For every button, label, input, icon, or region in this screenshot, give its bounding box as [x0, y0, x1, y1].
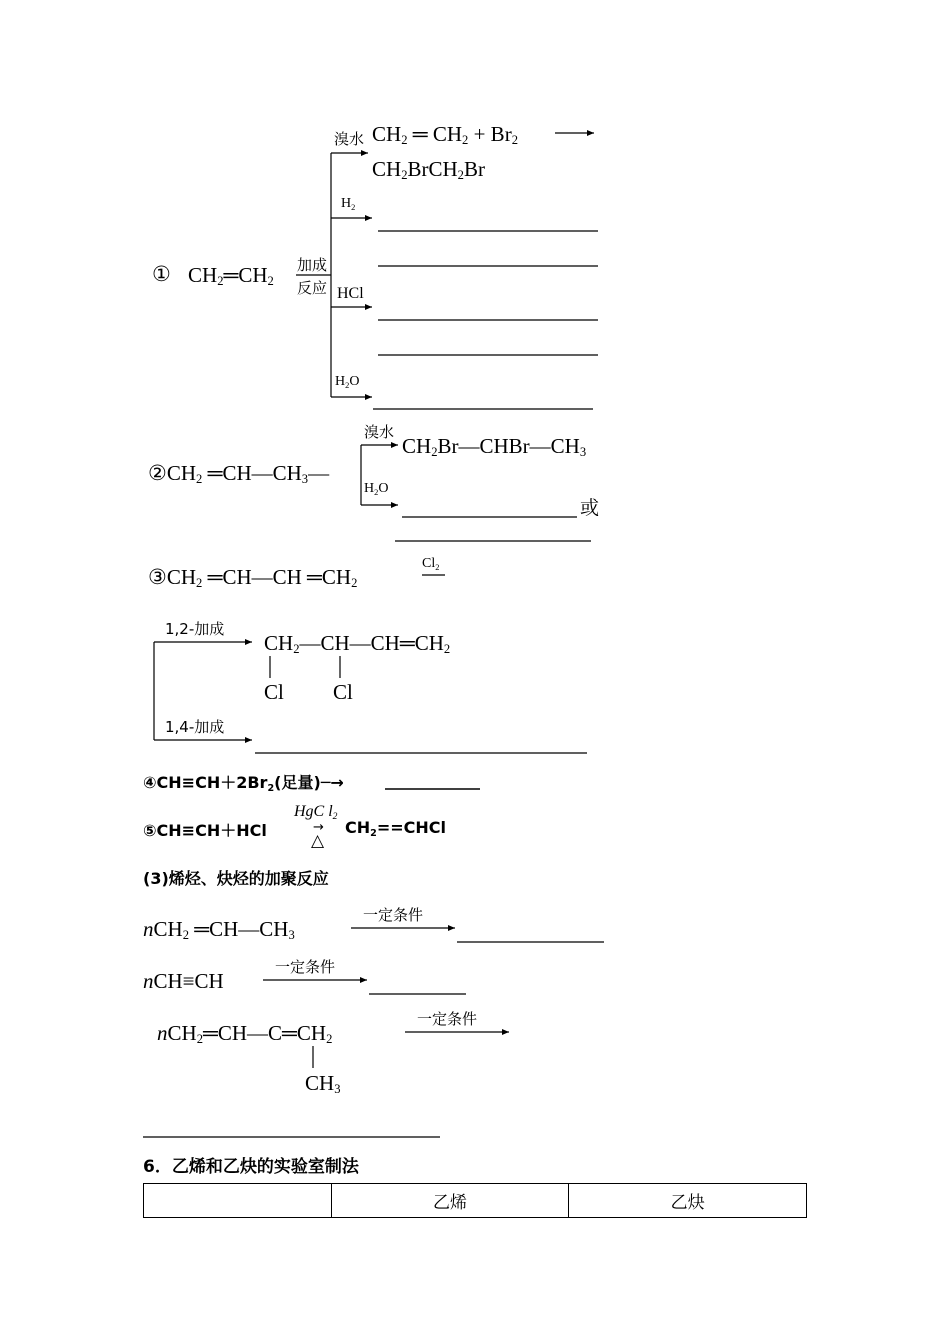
r2-bromine-label: 溴水	[364, 423, 395, 441]
r3-reagent: $Cl_2$	[422, 556, 440, 572]
r1-bromine-label: 溴水	[334, 130, 365, 148]
r1-h2-label: $H_2$	[341, 196, 356, 212]
poly3-condition: 一定条件	[417, 1010, 478, 1028]
table-header-blank	[144, 1184, 332, 1218]
r5-product: $CH_2==CHCl$	[345, 818, 446, 839]
r1-condition-bottom: 反应	[297, 279, 328, 297]
r3-product-12: $CH_2—CH—CH═CH_2$	[264, 631, 451, 656]
r1-index: ①	[152, 262, 171, 286]
r2-bromine-product: $CH_2Br—CHBr—CH_3$	[402, 434, 587, 459]
r5-catalyst: HgC $l_2$	[294, 803, 338, 822]
r4-equation: $④CH\equiv CH+2Br_2$(足量)─→	[143, 773, 344, 794]
poly3-reactant: $nCH_2═CH—C═CH_2$	[157, 1021, 333, 1046]
r1-bromine-product: $CH_2BrCH_2Br$	[372, 157, 485, 182]
r2-or-text: 或	[580, 497, 600, 519]
poly1-condition: 一定条件	[363, 906, 424, 924]
poly3-substituent: $CH_3$	[305, 1071, 341, 1096]
r3-label-14: 1,4-加成	[165, 718, 225, 736]
poly1-reactant: nCH$_2$ $═CH—CH_3$	[143, 917, 295, 942]
r2-h2o-label: $H_2O$	[364, 481, 389, 497]
section6-heading: 6．乙烯和乙炔的实验室制法	[143, 1157, 359, 1177]
table-header-acetylene: 乙炔	[569, 1184, 807, 1218]
r1-condition-top: 加成	[297, 256, 328, 274]
r3-label-12: 1,2-加成	[165, 620, 225, 638]
r1-bromine-equation: $CH_2$ ═ $CH_2 + Br_2$	[372, 122, 518, 147]
table-header-ethylene: 乙烯	[331, 1184, 569, 1218]
preparation-table	[143, 1183, 807, 1218]
r1-hcl-label: HCl	[337, 285, 364, 302]
r1-h2o-label: $H_2O$	[335, 374, 360, 390]
r2-reactant: $②CH_2$ $═CH—CH_3—$	[148, 461, 330, 486]
r3-cl-left: Cl	[264, 680, 284, 704]
table-row	[144, 1184, 807, 1218]
section3-heading: (3)烯烃、炔烃的加聚反应	[143, 869, 329, 888]
r3-cl-right: Cl	[333, 680, 353, 704]
r5-heat: △	[311, 831, 325, 851]
r5-arrow: →	[313, 820, 324, 835]
r5-left: ⑤CH≡CH＋HCl	[143, 821, 267, 840]
r1-reactant: $CH_2═CH_2$	[188, 263, 274, 288]
r3-reactant: $③CH_2$ ═CH—CH $═CH_2$	[148, 565, 358, 590]
poly2-reactant: nCH≡CH	[143, 969, 224, 993]
poly2-condition: 一定条件	[275, 958, 336, 976]
